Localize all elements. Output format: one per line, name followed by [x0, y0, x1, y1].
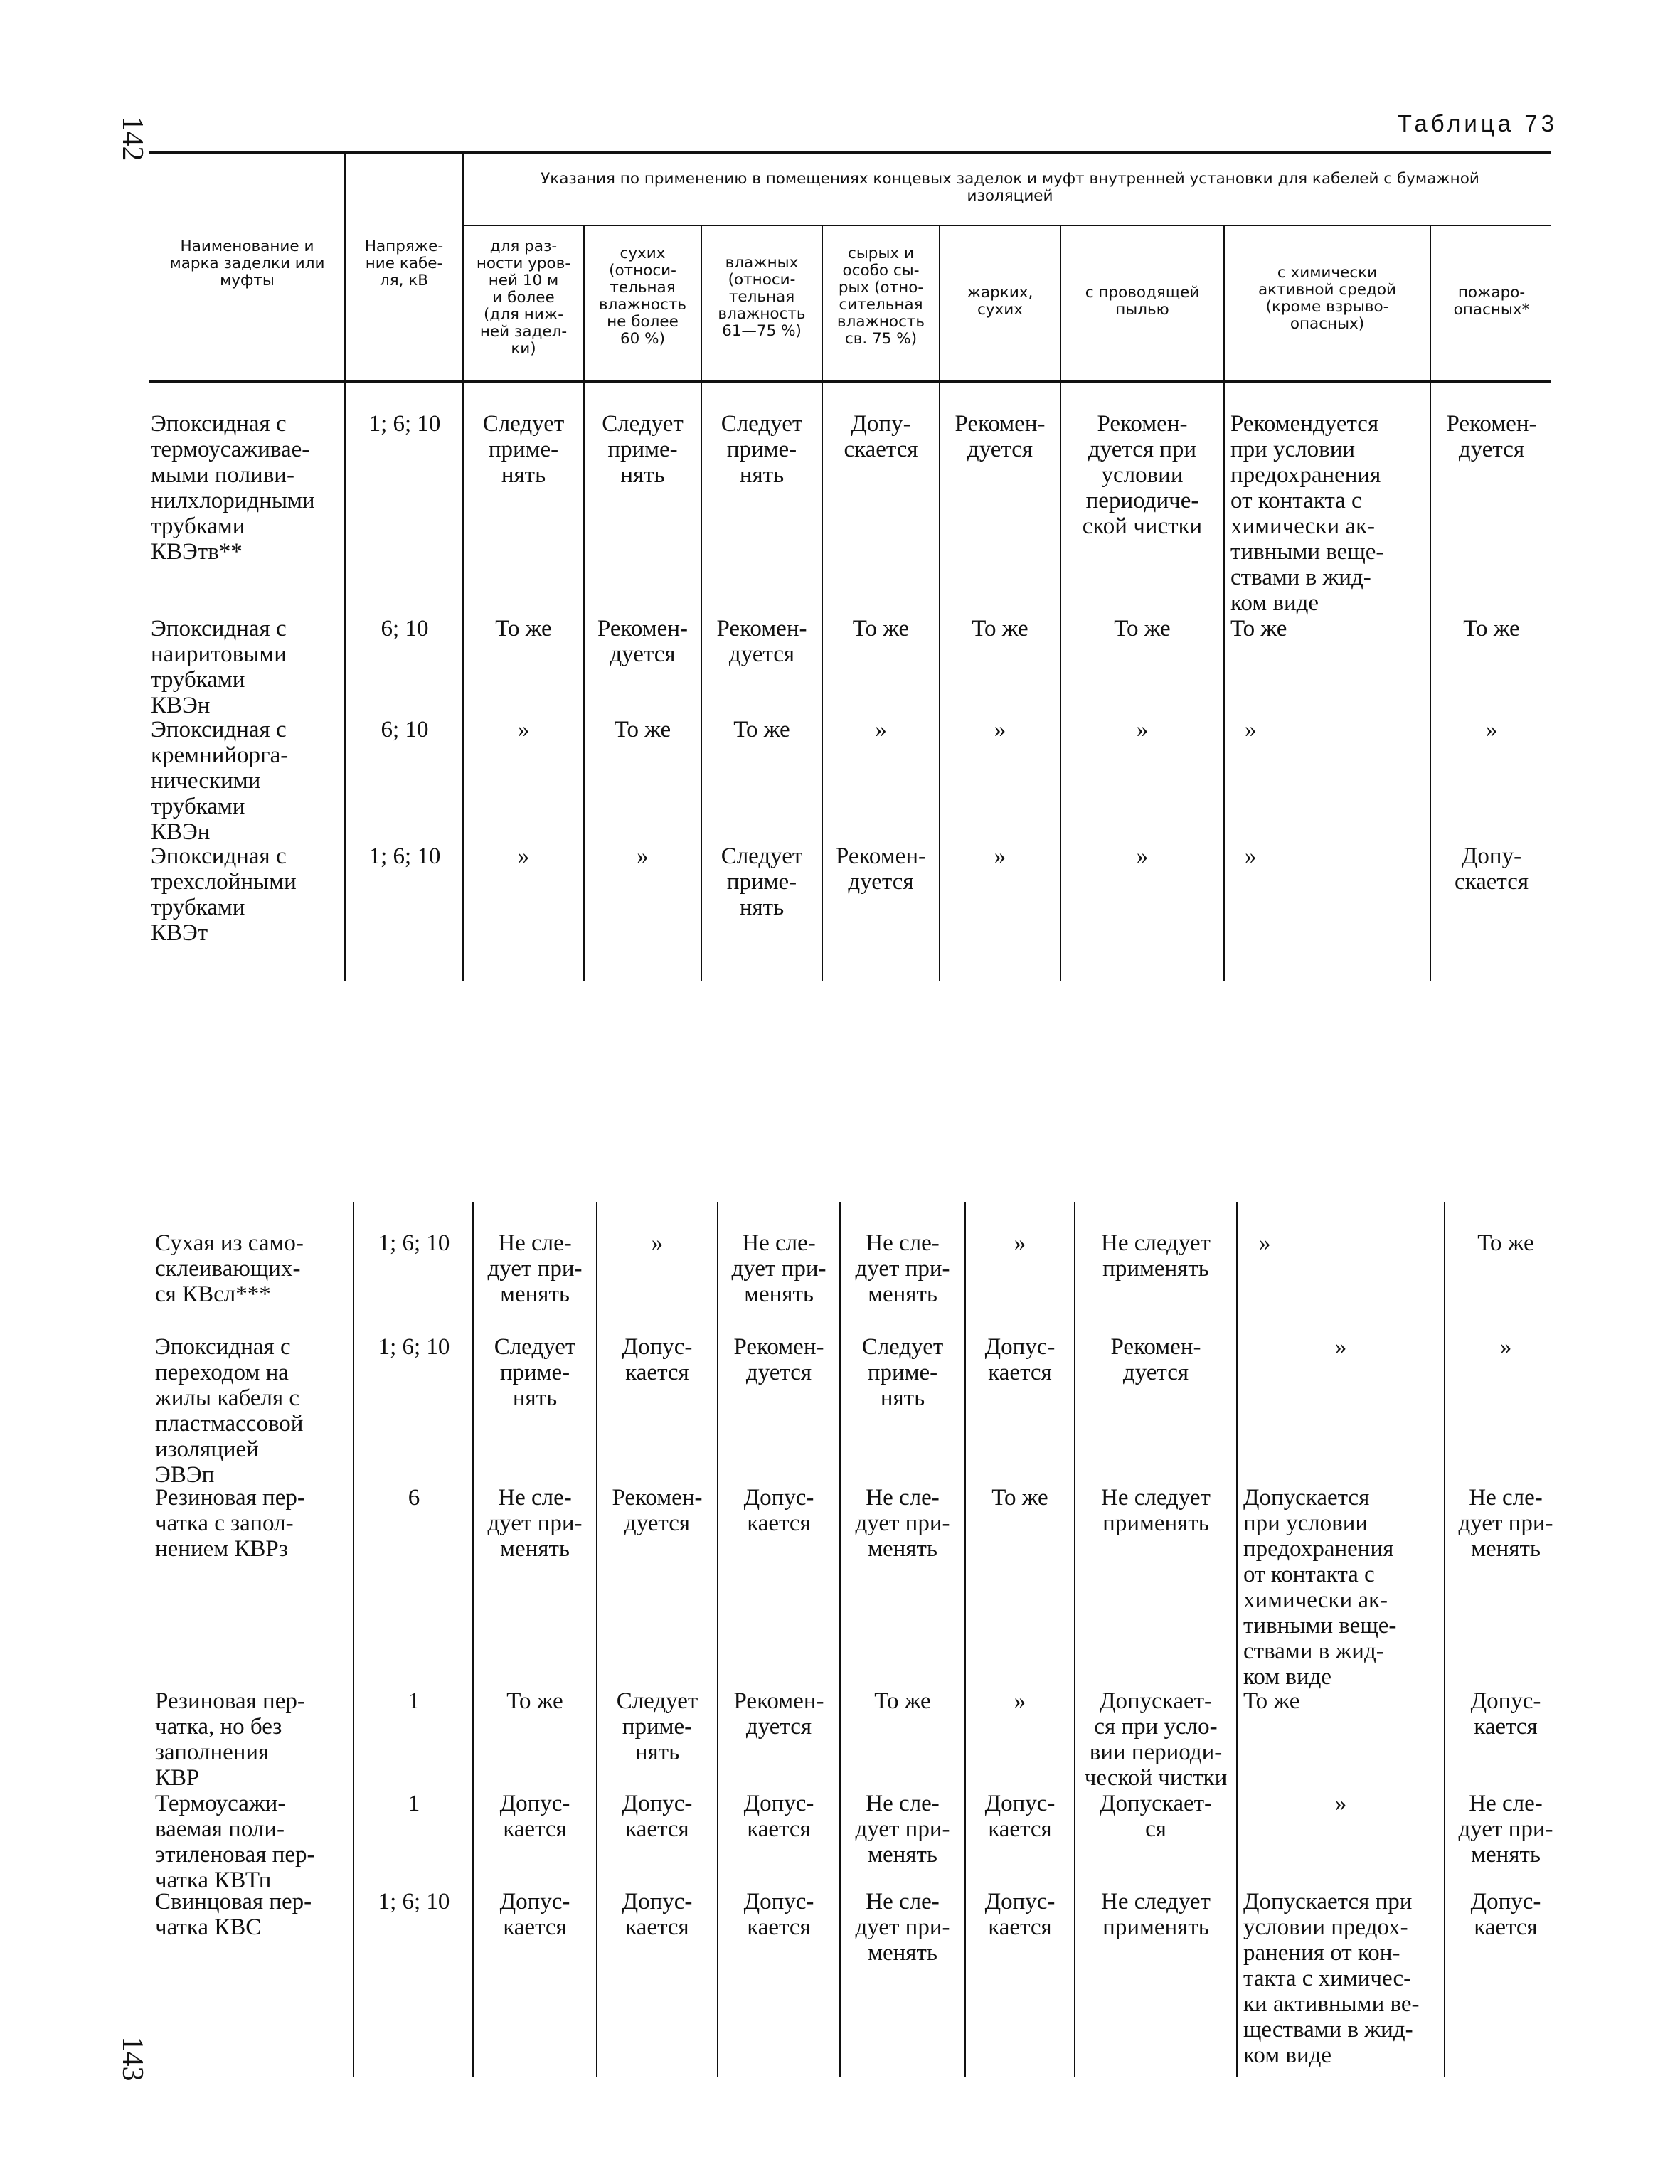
- header-cond-dry: сухих (относи- тельная влажность не более 60 %): [598, 245, 687, 348]
- table-row-name: Эпоксидная с наиритовыми трубками КВЭн: [151, 616, 287, 718]
- table-row-name: Резиновая пер- чатка с запол- нением КВРз: [155, 1485, 305, 1562]
- table-cell: Допус- кается: [499, 1791, 570, 1842]
- table-cell: Следует приме- нять: [602, 411, 684, 488]
- table-cell: То же: [495, 616, 552, 641]
- table-cell: Допус- кается: [1470, 1688, 1541, 1740]
- table-cell-voltage: 1; 6; 10: [378, 1889, 450, 1914]
- table-row-name: Свинцовая пер- чатка КВС: [155, 1889, 312, 1940]
- table-cell: То же: [991, 1485, 1048, 1511]
- table-cell: Не сле- дует при- менять: [855, 1230, 950, 1307]
- table-cell: »: [994, 717, 1006, 742]
- table-cell: »: [1259, 1230, 1271, 1256]
- table-row-name: Эпоксидная с термоусаживае- мыми поливи- нилхлоридными трубками КВЭтв**: [151, 411, 315, 565]
- v-rule: [344, 154, 346, 981]
- table-row-name: Эпоксидная с кремнийорга- ническими трубками КВЭн: [151, 717, 289, 845]
- table-cell: Рекомен- дуется при условии периодиче- ской чистки: [1082, 411, 1203, 539]
- table-cell: Допускает- ся при усло- вии периоди- ческой чистки: [1084, 1688, 1228, 1791]
- table-cell: »: [1245, 717, 1257, 742]
- v-rule: [1444, 1202, 1445, 2077]
- table-cell: Рекомендуется при условии предохранения от контакта с химически ак- тивными веще- ствами в жид- ком виде: [1230, 411, 1384, 616]
- table-cell: Допускает- ся: [1099, 1791, 1213, 1842]
- table-cell: Допус- кается: [499, 1889, 570, 1940]
- table-cell: Не следует применять: [1101, 1485, 1211, 1536]
- table-row-name: Сухая из само- склеивающих- ся КВсл***: [155, 1230, 304, 1307]
- table-cell: Рекомен- дуется: [1446, 411, 1537, 462]
- table-row-name: Эпоксидная с трехслойными трубками КВЭт: [151, 843, 297, 946]
- table-cell: Допус- кается: [984, 1791, 1056, 1842]
- table-cell: Не сле- дует при- менять: [487, 1230, 583, 1307]
- table-cell: »: [1334, 1334, 1347, 1360]
- table-cell: То же: [874, 1688, 931, 1714]
- table-title: Таблица 73: [1397, 110, 1558, 137]
- table-cell: »: [1014, 1688, 1026, 1714]
- v-rule: [964, 1202, 966, 2077]
- table-cell: То же: [614, 717, 671, 742]
- table-cell: Не сле- дует при- менять: [731, 1230, 826, 1307]
- group-rule: [462, 225, 1551, 226]
- table-cell: Допускается при условии предохранения от контакта с химически ак- тивными веще- ствами в жид- ком виде: [1243, 1485, 1397, 1690]
- table-cell: Не сле- дует при- менять: [1458, 1485, 1553, 1562]
- table-row-name: Термоусажи- ваемая поли- этиленовая пер- чатка КВТп: [155, 1791, 315, 1893]
- table-cell: »: [1334, 1791, 1347, 1816]
- header-cond-hot: жарких, сухих: [967, 284, 1033, 319]
- table-cell: »: [1499, 1334, 1512, 1360]
- table-cell: То же: [1230, 616, 1287, 641]
- header-name-col: Наименование и марка заделки или муфты: [169, 238, 325, 289]
- header-bottom-rule: [149, 380, 1551, 383]
- table-cell: Допус- кается: [622, 1334, 693, 1385]
- table-cell: »: [1245, 843, 1257, 869]
- table-cell: То же: [852, 616, 910, 641]
- table-cell-voltage: 1; 6; 10: [378, 1334, 450, 1360]
- header-cond-damp: сырых и особо сы- рых (отно- сительная влажность св. 75 %): [836, 245, 925, 348]
- table-cell: »: [517, 717, 530, 742]
- table-cell: Следует приме- нять: [494, 1334, 576, 1411]
- table-cell: »: [1136, 717, 1149, 742]
- table-cell: »: [651, 1230, 664, 1256]
- table-row-name: Эпоксидная с переходом на жилы кабеля с пластмассовой изоляцией ЭВЭп: [155, 1334, 304, 1488]
- table-cell-voltage: 1; 6; 10: [368, 411, 441, 437]
- v-rule: [1223, 226, 1225, 981]
- v-rule: [596, 1202, 597, 2077]
- table-cell: Не сле- дует при- менять: [855, 1485, 950, 1562]
- table-cell: Допус- кается: [622, 1889, 693, 1940]
- table-cell: »: [875, 717, 887, 742]
- v-rule: [1074, 1202, 1075, 2077]
- table-cell: То же: [1477, 1230, 1534, 1256]
- table-cell: Не следует применять: [1101, 1230, 1211, 1282]
- table-cell: То же: [506, 1688, 563, 1714]
- table-cell: »: [1014, 1230, 1026, 1256]
- header-cond-humid: влажных (относи- тельная влажность 61—75 %): [718, 254, 806, 340]
- v-rule: [717, 1202, 718, 2077]
- table-cell: Допу- скается: [844, 411, 918, 462]
- table-cell: Не сле- дует при- менять: [1458, 1791, 1553, 1868]
- table-cell: »: [637, 843, 649, 869]
- table-cell: »: [1136, 843, 1149, 869]
- table-cell: Допус- кается: [984, 1889, 1056, 1940]
- table-cell: Следует приме- нять: [861, 1334, 944, 1411]
- table-cell: Допус- кается: [1470, 1889, 1541, 1940]
- table-cell: Допус- кается: [743, 1485, 814, 1536]
- table-cell-voltage: 1; 6; 10: [368, 843, 441, 869]
- table-row-name: Резиновая пер- чатка, но без заполнения КВР: [155, 1688, 305, 1791]
- table-cell: Следует приме- нять: [721, 411, 803, 488]
- table-cell: Не сле- дует при- менять: [487, 1485, 583, 1562]
- table-cell-voltage: 6; 10: [381, 616, 429, 641]
- header-group-label: Указания по применению в помещениях концевых заделок и муфт внутренней установки для кабелей с бумажной изоляцией: [541, 170, 1479, 205]
- table-cell: Рекомен- дуется: [1110, 1334, 1201, 1385]
- table-cell-voltage: 1; 6; 10: [378, 1230, 450, 1256]
- table-cell: Следует приме- нять: [482, 411, 565, 488]
- table-cell: Следует приме- нять: [721, 843, 803, 920]
- right-page-number: 143: [116, 2036, 149, 2082]
- left-page-number: 142: [116, 116, 149, 161]
- table-cell: Рекомен- дуется: [733, 1334, 824, 1385]
- header-cond-height: для раз- ности уров- ней 10 м и более (для ниж- ней задел- ки): [476, 238, 571, 358]
- table-cell: Рекомен- дуется: [716, 616, 807, 667]
- table-cell: »: [994, 843, 1006, 869]
- v-rule: [472, 1202, 474, 2077]
- header-cond-fire: пожаро- опасных*: [1453, 284, 1530, 319]
- table-cell: Рекомен- дуется: [836, 843, 926, 895]
- table-cell: То же: [972, 616, 1028, 641]
- table-cell: »: [1485, 717, 1498, 742]
- table-cell-voltage: 6: [408, 1485, 420, 1511]
- table-cell: Рекомен- дуется: [612, 1485, 703, 1536]
- table-cell-voltage: 6; 10: [381, 717, 429, 742]
- table-cell: »: [517, 843, 530, 869]
- header-voltage-col: Напряже- ние кабе- ля, кВ: [364, 238, 444, 289]
- table-cell: Допускается при условии предох- ранения от кон- такта с химичес- ки активными ве- ществами в жид- ком виде: [1243, 1889, 1420, 2068]
- v-rule: [353, 1202, 354, 2077]
- table-cell: Допус- кается: [984, 1334, 1056, 1385]
- table-cell-voltage: 1: [408, 1688, 420, 1714]
- table-cell: То же: [1243, 1688, 1300, 1714]
- table-cell: Допус- кается: [743, 1791, 814, 1842]
- table-cell: То же: [1114, 616, 1171, 641]
- table-cell: Допус- кается: [622, 1791, 693, 1842]
- table-cell: Не следует применять: [1101, 1889, 1211, 1940]
- top-rule: [149, 151, 1551, 154]
- table-cell: Допус- кается: [743, 1889, 814, 1940]
- table-cell: Рекомен- дуется: [597, 616, 688, 667]
- table-cell: Рекомен- дуется: [955, 411, 1046, 462]
- table-cell: Не сле- дует при- менять: [855, 1889, 950, 1966]
- table-cell: То же: [733, 717, 790, 742]
- table-cell-voltage: 1: [408, 1791, 420, 1816]
- table-cell: Допу- скается: [1454, 843, 1529, 895]
- table-cell: То же: [1463, 616, 1520, 641]
- v-rule: [1236, 1202, 1238, 2077]
- header-cond-dust: с проводящей пылью: [1085, 284, 1200, 319]
- table-cell: Рекомен- дуется: [733, 1688, 824, 1740]
- table-cell: Не сле- дует при- менять: [855, 1791, 950, 1868]
- header-cond-chemical: с химически активной средой (кроме взрыво- опасных): [1258, 264, 1397, 333]
- table-cell: Следует приме- нять: [616, 1688, 698, 1765]
